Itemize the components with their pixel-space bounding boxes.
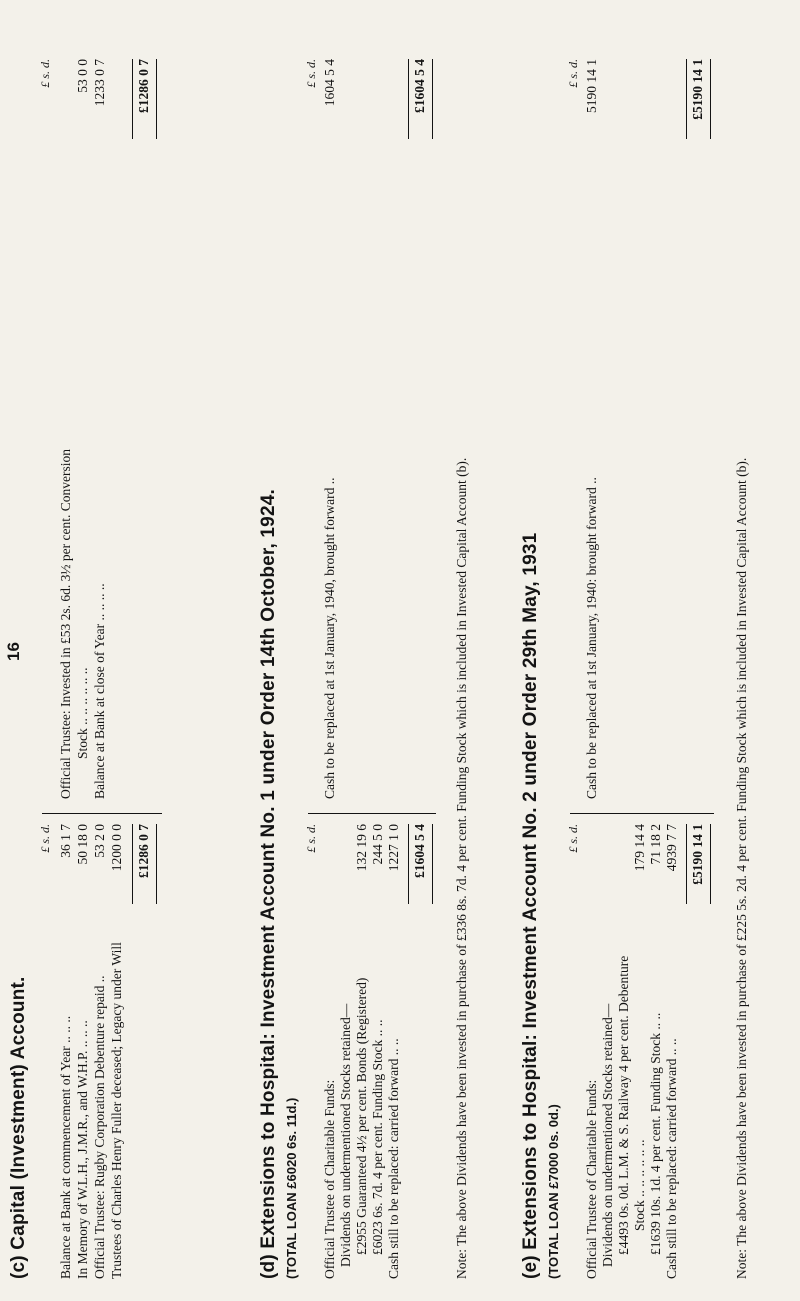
section-d-left-row: £2955 Guaranteed 4½ per cent. Bonds (Registered) [354, 977, 369, 1255]
section-c-left-amount: 53 2 0 [92, 824, 107, 858]
section-d-right-currency-header: £ s. d. [304, 59, 318, 88]
section-e-left-amount: 179 14 4 [632, 824, 647, 872]
section-e-right-double-rule [710, 59, 711, 139]
section-d-right-rule [408, 59, 409, 139]
section-d-left-amount: 1227 1 0 [386, 824, 401, 872]
section-e-left-currency-header: £ s. d. [566, 824, 580, 853]
section-e [520, 49, 790, 1279]
section-c-right-currency-header: £ s. d. [38, 59, 52, 88]
section-e-left-rule [686, 824, 687, 904]
section-d-divider [308, 813, 436, 814]
section-e-left-double-rule [710, 824, 711, 904]
page-number: 16 [4, 642, 23, 661]
section-c-right-row: Official Trustee: Invested in £53 2s. 6d. 3½ per cent. Conversion [58, 449, 73, 799]
section-c-divider [42, 813, 162, 814]
section-c-left-amount: 36 1 7 [58, 824, 73, 858]
section-d-left-row: Dividends on undermentioned Stocks retained— [338, 1003, 353, 1267]
section-c-left-total: £1286 0 7 [136, 824, 151, 878]
section-e-left-amount: 4939 7 7 [664, 824, 679, 872]
section-d-left-double-rule [432, 824, 433, 904]
section-c-left-row: In Memory of W.L.H., J.M.R., and W.H.P. .. .. .. [75, 1020, 90, 1279]
section-c-left-rule [132, 824, 133, 904]
section-d-right-amount: 1604 5 4 [322, 59, 337, 107]
section-c-right-rule [132, 59, 133, 139]
section-e-right-row: Cash to be replaced at 1st January, 1940: brought forward .. [584, 477, 599, 799]
section-c-right-amount: 1233 0 7 [92, 59, 107, 107]
section-e-left-row: £4493 0s. 0d. L.M. & S. Railway 4 per cent. Debenture [616, 955, 631, 1255]
section-d-left-total: £1604 5 4 [412, 824, 427, 878]
section-d-right-row: Cash to be replaced at 1st January, 1940, brought forward .. [322, 477, 337, 799]
section-c-left-amount: 50 18 0 [75, 824, 90, 865]
section-c-left-currency-header: £ s. d. [38, 824, 52, 853]
section-e-left-row: Official Trustee of Charitable Funds: [584, 1079, 599, 1279]
section-e-left-row: Cash still to be replaced: carried forward .. .. [664, 1038, 679, 1279]
section-c-right-row: Stock .. .. .. .. .. .. [75, 667, 90, 759]
section-d-note: Note: The above Dividends have been invested in purchase of £336 8s. 7d. 4 per cent. Funding Stock which is included in Invested Capital Account (b). [454, 457, 469, 1279]
section-c-left-row: Official Trustee: Rugby Corporation Debenture repaid .. [92, 975, 107, 1279]
section-d-left-amount: 244 5 0 [370, 824, 385, 865]
section-d-left-rule [408, 824, 409, 904]
section-e-left-row: Stock .. .. .. .. .. .. [632, 1139, 647, 1231]
section-e-left-row: Dividends on undermentioned Stocks retained— [600, 1003, 615, 1267]
section-c-right-row: Balance at Bank at close of Year .. .. .. .. [92, 583, 107, 799]
section-e-left-amount: 71 18 2 [648, 824, 663, 865]
section-c-left-double-rule [156, 824, 157, 904]
section-e-left-total: £5190 14 1 [690, 824, 705, 885]
section-e-note: Note: The above Dividends have been invested in purchase of £225 5s. 2d. 4 per cent. Funding Stock which is included in Invested Capital Account (b). [734, 457, 749, 1279]
section-c-left-row: Balance at Bank at commencement of Year .. .. .. [58, 1015, 73, 1279]
section-c-left-amount: 1200 0 0 [109, 824, 124, 872]
section-d-right-double-rule [432, 59, 433, 139]
section-d-left-currency-header: £ s. d. [304, 824, 318, 853]
section-d-left-amount: 132 19 6 [354, 824, 369, 872]
section-e-subheading: (TOTAL LOAN £7000 0s. 0d.) [546, 1104, 561, 1279]
section-e-left-row: £1639 10s. 1d. 4 per cent. Funding Stock .. .. [648, 1012, 663, 1255]
section-d-left-row: £6023 6s. 7d. 4 per cent. Funding Stock .. .. [370, 1019, 385, 1255]
section-d-left-row: Official Trustee of Charitable Funds: [322, 1079, 337, 1279]
section-d-left-row: Cash still to be replaced: carried forward .. .. [386, 1038, 401, 1279]
section-e-heading: (e) Extensions to Hospital: Investment Account No. 2 under Order 29th May, 1931 [520, 532, 541, 1279]
section-c-heading: (c) Capital (Investment) Account. [8, 976, 29, 1279]
section-d-subheading: (TOTAL LOAN £6020 6s. 11d.) [284, 1097, 299, 1279]
section-e-right-total: £5190 14 1 [690, 59, 705, 120]
section-e-right-currency-header: £ s. d. [566, 59, 580, 88]
section-d [258, 49, 508, 1279]
section-e-divider [570, 813, 714, 814]
section-e-right-amount: 5190 14 1 [584, 59, 599, 113]
section-c-right-amount: 53 0 0 [75, 59, 90, 93]
section-d-right-total: £1604 5 4 [412, 59, 427, 113]
section-e-right-rule [686, 59, 687, 139]
section-c-right-double-rule [156, 59, 157, 139]
section-d-heading: (d) Extensions to Hospital: Investment Account No. 1 under Order 14th October, 1924. [258, 489, 279, 1279]
section-c-left-row: Trustees of Charles Henry Fuller deceased; Legacy under Will [109, 942, 124, 1279]
section-c-right-total: £1286 0 7 [136, 59, 151, 113]
section-c [8, 49, 254, 1279]
